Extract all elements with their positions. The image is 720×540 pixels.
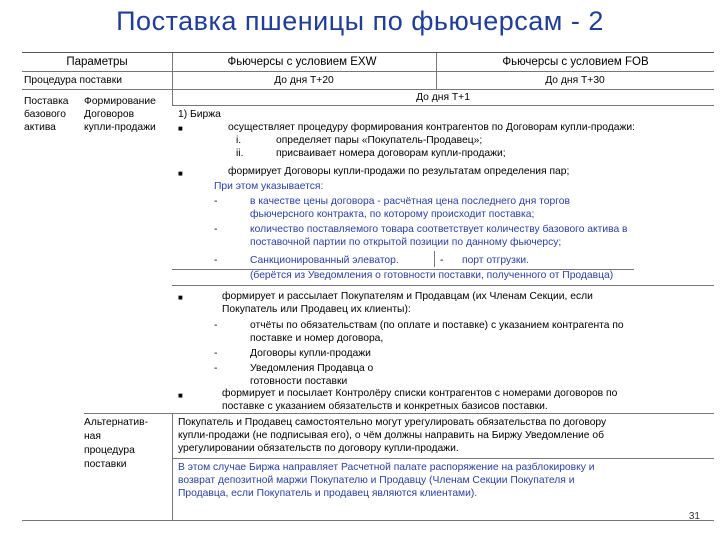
header-fob: Фьючерсы с условием FOB	[502, 56, 649, 68]
delivery-label-3: актива	[24, 122, 56, 133]
procedure-divider	[22, 89, 714, 90]
alt-text-3: урегулировании обязательств по договору купли-продажи.	[178, 443, 459, 454]
header-divider	[22, 71, 714, 72]
bullet-marker: ■	[178, 169, 183, 178]
line-price: в качестве цены договора - расчётная цена последнего дня торгов	[250, 196, 570, 207]
bullet-marker: ■	[178, 124, 183, 133]
delivery-table	[22, 52, 714, 499]
alt-blue-3: Продавца, если Покупатель и продавец являются клиентами).	[178, 488, 478, 499]
line-sale-contracts: Договоры купли-продажи	[250, 348, 371, 359]
table-bottom	[22, 520, 714, 521]
procedure-fob: До дня Т+30	[545, 75, 605, 86]
line-distribution-cont: Покупатель или Продавец их клиенты):	[222, 304, 411, 315]
line-elevator: Санкционированный элеватор.	[250, 255, 399, 266]
bullet-marker: ■	[178, 391, 183, 400]
exchange-heading: 1) Биржа	[178, 109, 221, 120]
alt-label-2: ная	[84, 431, 101, 442]
procedure-label: Процедура поставки	[24, 75, 122, 86]
bullet-marker: ■	[178, 293, 183, 302]
line-indicated: При этом указывается:	[214, 181, 324, 192]
line-quantity-cont: поставочной партии по открытой позиции по данному фьючерсу;	[250, 237, 562, 248]
dash-marker: -	[214, 363, 218, 374]
line-numbers: присваивает номера договорам купли-продажи;	[276, 148, 506, 159]
header-parameters: Параметры	[66, 56, 128, 68]
elevator-port-divider	[434, 251, 435, 267]
dash-marker: -	[440, 255, 444, 266]
common-divider	[172, 105, 714, 106]
dash-marker: -	[214, 348, 218, 359]
alt-label-3: процедура	[84, 445, 135, 456]
line-source: (берётся из Уведомления о готовности поставки, полученного от Продавца)	[250, 270, 614, 281]
line-price-cont: фьючерсного контракта, по которому происходит поставка;	[250, 209, 535, 220]
formation-label-1: Формирование	[84, 96, 156, 107]
dash-marker: -	[214, 224, 218, 235]
common-deadline: До дня Т+1	[416, 92, 470, 103]
formation-label-3: купли-продажи	[84, 122, 156, 133]
roman-i: i.	[236, 135, 242, 146]
line-contracts: формирует Договоры купли-продажи по результатам определения пар;	[228, 166, 570, 177]
line-distribution: формирует и рассылает Покупателям и Продавцам (их Членам Секции, если	[222, 291, 593, 302]
line-procedure: осуществляет процедуру формирования контрагентов по Договорам купли-продажи:	[228, 122, 635, 133]
line-pairs: определяет пары «Покупатель-Продавец»;	[276, 135, 483, 146]
distribution-divider	[172, 285, 714, 286]
dash-marker: -	[214, 320, 218, 331]
line-reports-cont: поставке и номер договора,	[250, 333, 384, 344]
alt-text-2: купли-продажи (не подписывая его), о чём должны направить на Биржу Уведомление об	[178, 430, 605, 441]
alt-blue-2: возврат депозитной маржи Покупателю и Продавцу (Членам Секции Покупателя и	[178, 475, 575, 486]
delivery-label-1: Поставка	[24, 96, 69, 107]
procedure-exw: До дня Т+20	[274, 75, 334, 86]
line-reports: отчёты по обязательствам (по оплате и поставке) с указанием контрагента по	[250, 320, 624, 331]
delivery-label-2: базового	[24, 109, 66, 120]
line-controller: формирует и посылает Контролёру списки контрагентов с номерами договоров по	[222, 388, 618, 399]
formation-label-2: Договоров	[84, 109, 135, 120]
alt-label-4: поставки	[84, 459, 127, 470]
header-exw: Фьючерсы с условием EXW	[227, 56, 377, 68]
line-controller-cont: поставке с указанием обязательств и конкретных базисов поставки.	[222, 401, 548, 412]
dash-marker: -	[214, 196, 218, 207]
line-port: порт отгрузки.	[462, 255, 529, 266]
alt-blue-1: В этом случае Биржа направляет Расчетной палате распоряжение на разблокировку и	[178, 462, 595, 473]
dash-marker: -	[214, 255, 218, 266]
page-number: 31	[688, 511, 700, 522]
line-quantity: количество поставляемого товара соответствует количеству базового актива в	[250, 224, 628, 235]
alt-label-1: Альтернатив-	[84, 417, 149, 428]
alt-text-1: Покупатель и Продавец самостоятельно могут урегулировать обязательства по договору	[178, 417, 607, 428]
col-divider-1-bottom	[172, 413, 173, 520]
line-notices: Уведомления Продавца о	[250, 363, 374, 374]
roman-ii: ii.	[236, 148, 244, 159]
line-notices-cont: готовности поставки	[250, 376, 348, 387]
alt-text-divider	[172, 458, 714, 459]
slide-title: Поставка пшеницы по фьючерсам - 2	[116, 6, 604, 36]
